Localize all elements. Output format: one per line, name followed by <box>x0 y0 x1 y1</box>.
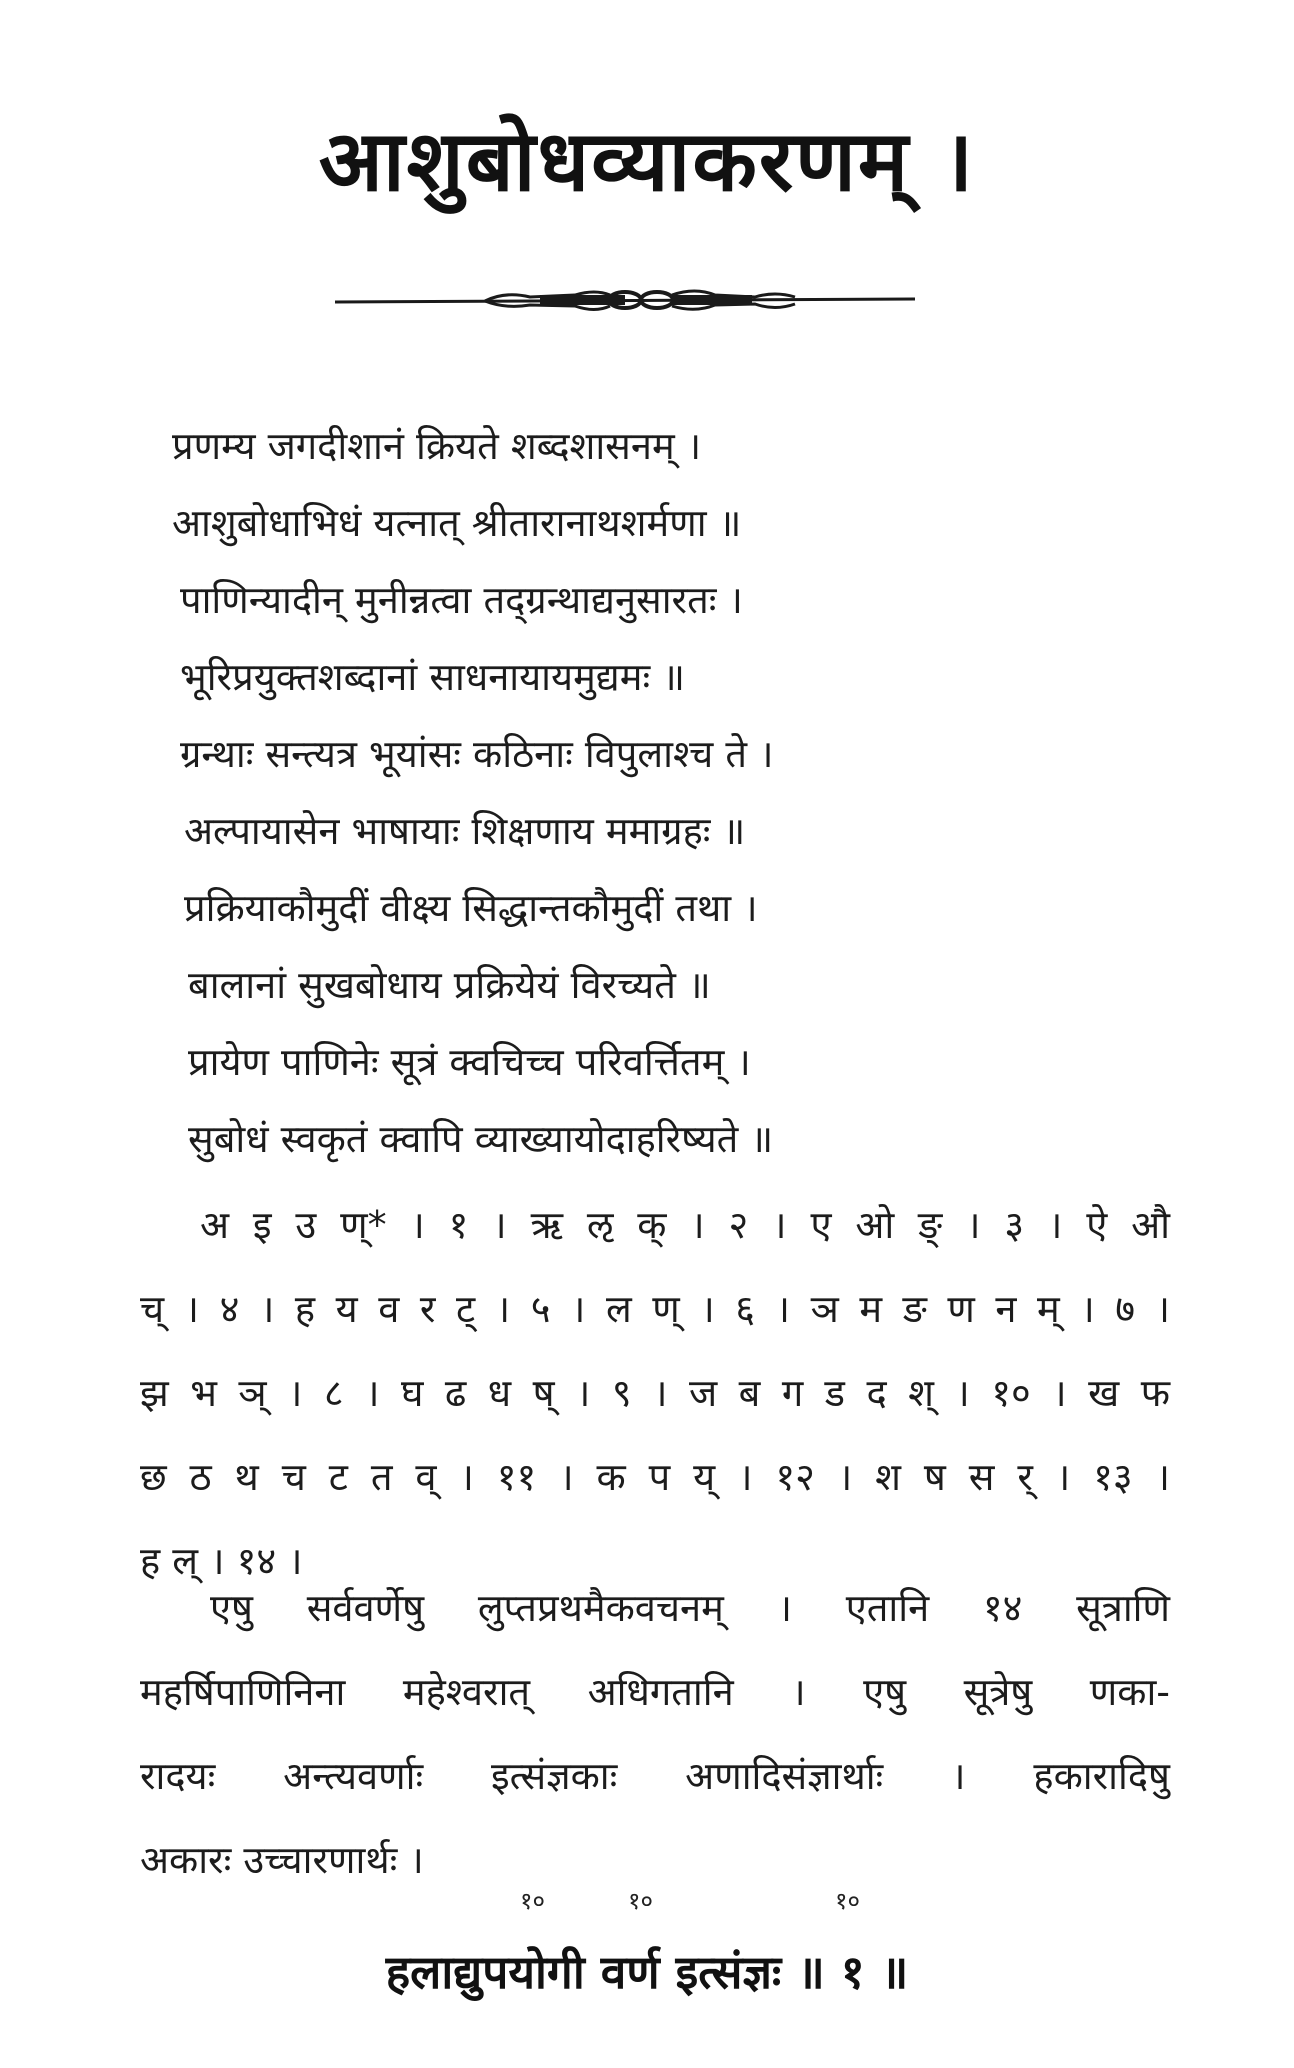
sutra-line: ह ल् । १४ । <box>140 1539 303 1583</box>
verse-line: बालानां सुखबोधाय प्रक्रियेयं विरच्यते ॥ <box>188 963 711 1007</box>
sutra-line: झ भ ञ् । ८ । घ ढ ध ष् । ९ । ज ब ग ड द श् । १० । ख फ <box>140 1371 1170 1415</box>
commentary-line: रादयः अन्त्यवर्णाः इत्संज्ञकाः अणादिसंज्ञार्थाः । हकारादिषु <box>140 1754 1170 1798</box>
commentary-line: अकारः उच्चारणार्थः । <box>140 1838 424 1882</box>
verse-line: आशुबोधाभिधं यत्नात् श्रीतारानाथशर्मणा ॥ <box>172 501 742 545</box>
maheshvara-sutras <box>140 1183 1170 1603</box>
ornament-divider <box>335 283 915 319</box>
commentary-line: महर्षिपाणिनिना महेश्वरात् अधिगतानि । एषु सूत्रेषु णका- <box>140 1670 1170 1714</box>
sutra-mark: १० <box>835 1887 860 1915</box>
page-title: आशुबोधव्याकरणम् । <box>318 112 976 210</box>
verse-line: प्रणम्य जगदीशानं क्रियते शब्दशासनम् । <box>172 424 702 468</box>
verse-line: भूरिप्रयुक्तशब्दानां साधनायायमुद्यमः ॥ <box>180 655 685 699</box>
verse-line: सुबोधं स्वकृतं क्वापि व्याख्यायोदाहरिष्यते ॥ <box>188 1117 774 1161</box>
sutra-heading: हलाद्युपयोगी वर्ण इत्संज्ञः ॥ १ ॥ <box>385 1945 909 1999</box>
commentary-line: एषु सर्ववर्णेषु लुप्तप्रथमैकवचनम् । एतानि १४ सूत्राणि <box>210 1586 1170 1630</box>
sutra-line: अ इ उ ण्* । १ । ऋ ऌ क् । २ । ए ओ ङ् । ३ । ऐ औ <box>200 1203 1170 1247</box>
verse-line: ग्रन्थाः सन्त्यत्र भूयांसः कठिनाः विपुलाश्च ते । <box>180 732 774 776</box>
verse-block <box>172 408 1172 1178</box>
sutra-mark: १० <box>520 1887 545 1915</box>
verse-line: प्रायेण पाणिनेः सूत्रं क्वचिच्च परिवर्त्तितम् । <box>188 1040 751 1084</box>
verse-line: प्रक्रियाकौमुदीं वीक्ष्य सिद्धान्तकौमुदीं तथा । <box>184 886 758 930</box>
sutra-mark: १० <box>628 1887 653 1915</box>
sutra-line: छ ठ थ च ट त व् । ११ । क प य् । १२ । श ष स र् । १३ । <box>140 1455 1170 1499</box>
verse-line: पाणिन्यादीन् मुनीन्नत्वा तद्ग्रन्थाद्यनुसारतः । <box>180 578 743 622</box>
commentary-paragraph <box>140 1566 1170 1902</box>
verse-line: अल्पायासेन भाषायाः शिक्षणाय ममाग्रहः ॥ <box>184 809 746 853</box>
sutra-marks <box>0 1884 1294 1924</box>
sutra-line: च् । ४ । ह य व र ट् । ५ । ल ण् । ६ । ञ म ङ ण न म् । ७ । <box>140 1287 1170 1331</box>
